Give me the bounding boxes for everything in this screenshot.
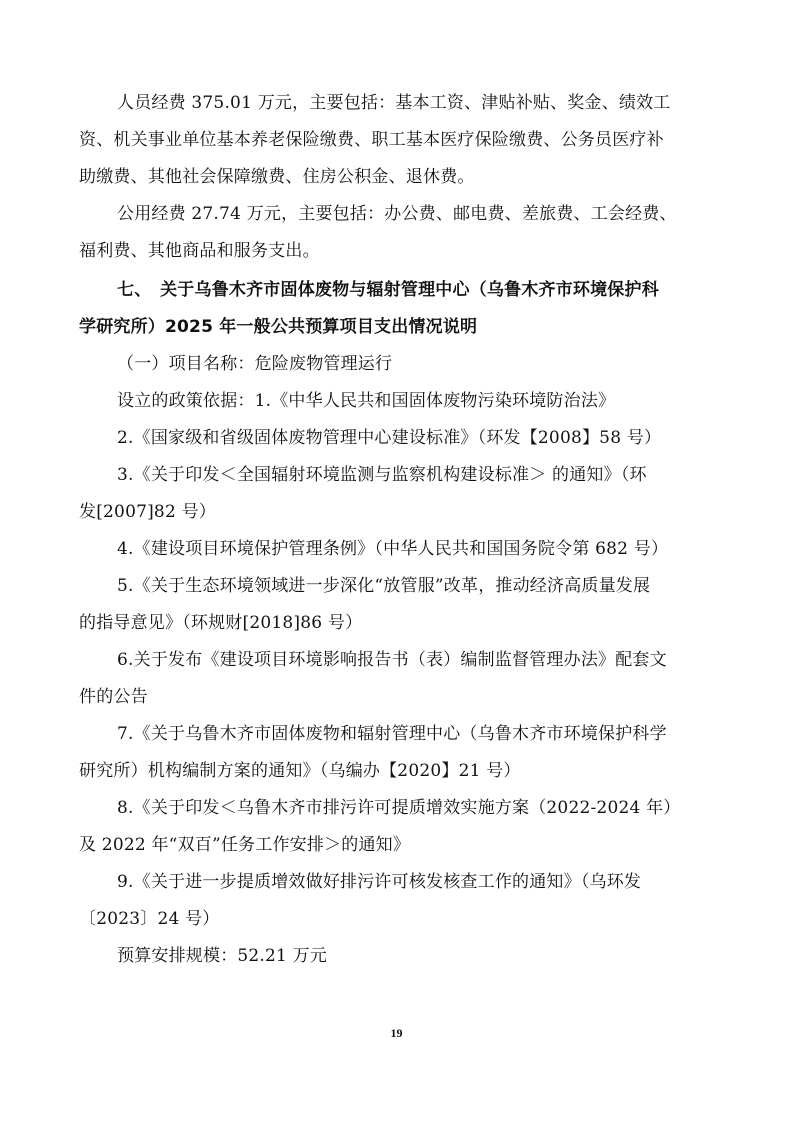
policy-basis-3-line-2: 发[2007]82 号） (79, 502, 216, 522)
paragraph-personnel-line-3: 助缴费、其他社会保障缴费、住房公积金、退休费。 (79, 167, 475, 187)
paragraph-personnel-line-2: 资、机关事业单位基本养老保险缴费、职工基本医疗保险缴费、公务员医疗补 (79, 130, 664, 150)
policy-basis-6-line-2: 件的公告 (79, 687, 148, 707)
policy-basis-3-line-1: 3.《关于印发＜全国辐射环境监测与监察机构建设标准＞ 的通知》（环 (117, 465, 647, 485)
policy-basis-8-line-1: 8.《关于印发＜乌鲁木齐市排污许可提质增效实施方案（2022-2024 年） (117, 798, 681, 818)
section-heading-line-2: 学研究所）2025 年一般公共预算项目支出情况说明 (79, 317, 478, 337)
policy-basis-4: 4.《建设项目环境保护管理条例》（中华人民共和国国务院令第 682 号） (117, 539, 669, 559)
section-heading-line-1: 七、 关于乌鲁木齐市固体废物与辐射管理中心（乌鲁木齐市环境保护科 (117, 280, 659, 300)
policy-basis-6-line-1: 6.关于发布《建设项目环境影响报告书（表）编制监督管理办法》配套文 (117, 650, 667, 670)
policy-basis-9-line-2: 〔2023〕24 号） (79, 909, 220, 929)
project-name: （一）项目名称：危险废物管理运行 (117, 354, 393, 374)
policy-basis-5-line-2: 的指导意见》（环规财[2018]86 号） (79, 613, 363, 633)
paragraph-public-line-2: 福利费、其他商品和服务支出。 (79, 241, 320, 261)
paragraph-public-line-1: 公用经费 27.74 万元，主要包括：办公费、邮电费、差旅费、工会经费、 (117, 204, 677, 224)
policy-basis-9-line-1: 9.《关于进一步提质增效做好排污许可核发核查工作的通知》（乌环发 (117, 872, 642, 892)
page-number: 19 (390, 1026, 403, 1040)
budget-scale: 预算安排规模：52.21 万元 (117, 946, 328, 966)
policy-basis-8-line-2: 及 2022 年“双百”任务工作安排＞的通知》 (79, 835, 411, 855)
policy-basis-1: 设立的政策依据：1.《中华人民共和国固体废物污染环境防治法》 (117, 391, 616, 411)
policy-basis-2: 2.《国家级和省级固体废物管理中心建设标准》（环发【2008】58 号） (117, 428, 662, 448)
policy-basis-5-line-1: 5.《关于生态环境领域进一步深化“放管服”改革，推动经济高质量发展 (117, 576, 651, 596)
policy-basis-7-line-2: 研究所）机构编制方案的通知》（乌编办【2020】21 号） (79, 761, 521, 781)
policy-basis-7-line-1: 7.《关于乌鲁木齐市固体废物和辐射管理中心（乌鲁木齐市环境保护科学 (117, 724, 667, 744)
paragraph-personnel-line-1: 人员经费 375.01 万元，主要包括：基本工资、津贴补贴、奖金、绩效工 (117, 93, 671, 113)
